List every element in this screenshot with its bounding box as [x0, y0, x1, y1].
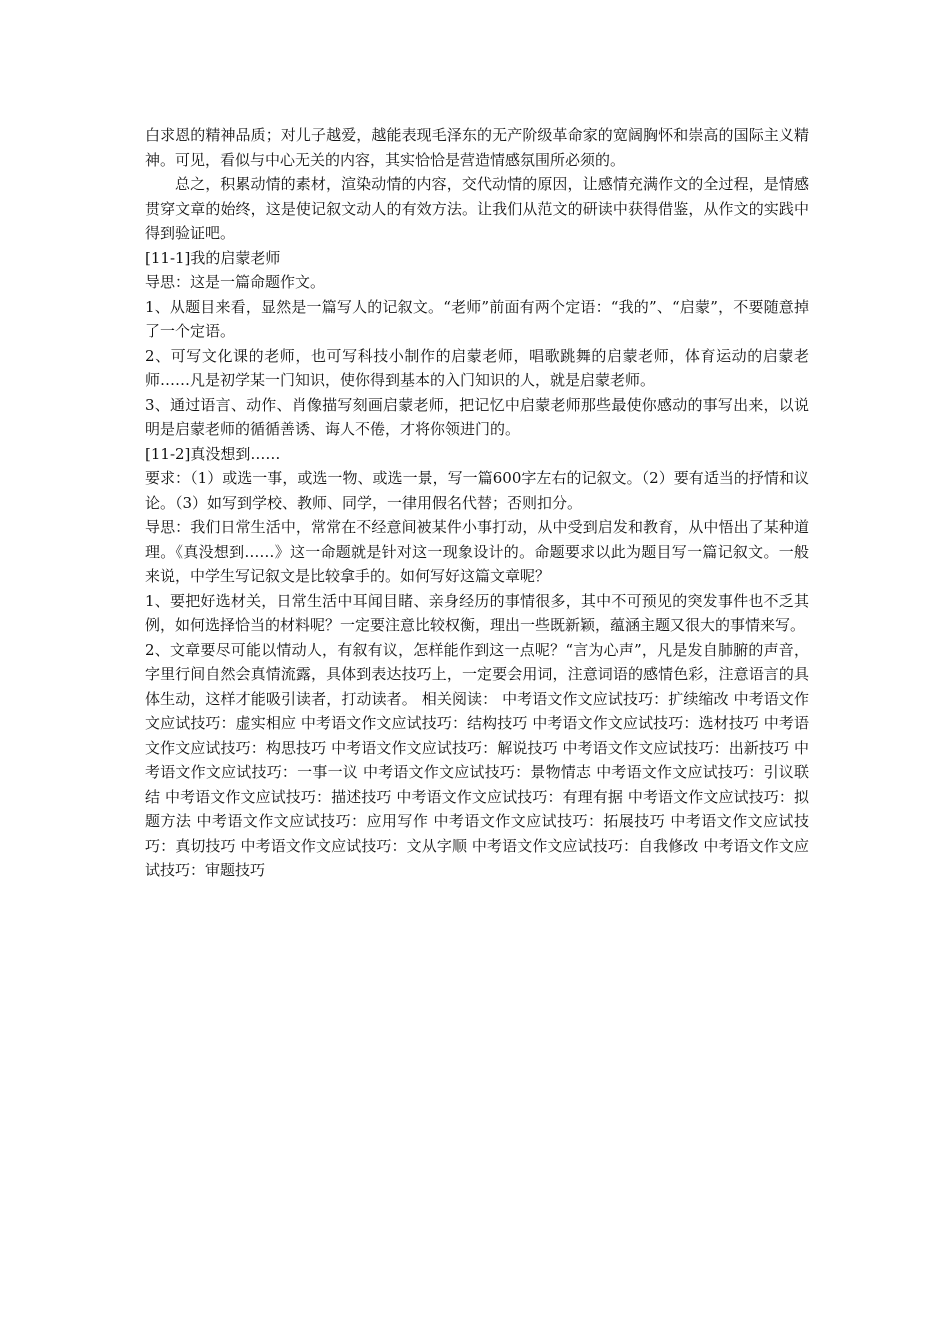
paragraph-point-1b: 1、要把好选材关，日常生活中耳闻目睹、亲身经历的事情很多，其中不可预见的突发事件也不乏其例，如何选择恰当的材料呢？一定要注意比较权衡，理出一些既新颖，蕴涵主题又很大的事情来写。 — [145, 591, 809, 634]
paragraph-summary: 总之，积累动情的素材，渲染动情的内容，交代动情的原因，让感情充满作文的全过程，是情感贯穿文章的始终，这是使记叙文动人的有效方法。让我们从范文的研读中获得借鉴，从作文的实践中得到验证吧。 — [145, 175, 809, 242]
paragraph-point-3: 3、通过语言、动作、肖像描写刻画启蒙老师，把记忆中启蒙老师那些最使你感动的事写出来，以说明是启蒙老师的循循善诱、诲人不倦，才将你领进门的。 — [145, 395, 809, 438]
paragraph-point-2: 2、可写文化课的老师，也可写科技小制作的启蒙老师，唱歌跳舞的启蒙老师，体育运动的启蒙老师……凡是初学某一门知识，使你得到基本的入门知识的人，就是启蒙老师。 — [145, 346, 809, 389]
paragraph-requirements: 要求：（1）或选一事，或选一物、或选一景，写一篇600字左右的记叙文。（2）要有适当的抒情和议论。（3）如写到学校、教师、同学，一律用假名代替；否则扣分。 — [145, 469, 809, 512]
paragraph-point-1: 1、从题目来看，显然是一篇写人的记叙文。“老师”前面有两个定语：“我的”、“启蒙”，不要随意掉了一个定语。 — [145, 297, 809, 340]
paragraph-guide-11-1: 导思：这是一篇命题作文。 — [145, 273, 326, 291]
heading-11-1: [11-1]我的启蒙老师 — [145, 248, 281, 267]
paragraph-continuation: 白求恩的精神品质；对儿子越爱，越能表现毛泽东的无产阶级革命家的宽阔胸怀和崇高的国际主义精神。可见，看似与中心无关的内容，其实恰恰是营造情感氛围所必须的。 — [145, 126, 809, 169]
document-body — [145, 123, 809, 883]
heading-11-2: [11-2]真没想到…… — [145, 444, 281, 463]
paragraph-point-2b: 2、文章要尽可能以情动人，有叙有议，怎样能作到这一点呢？“言为心声”，凡是发自肺腑的声音，字里行间自然会真情流露，具体到表达技巧上，一定要会用词，注意词语的感情色彩，注意语言的具体生动，这样才能吸引读者，打动读者。 相关阅读： 中考语文作文应试技巧：扩续缩改 中考语文作文应试技巧：虚实相应 中考语文作文应试技巧：结构技巧 中考语文作文应试技巧：选材技巧 中考语文作文应试技巧：构思技巧 中考语文作文应试技巧：解说技巧 中考语文作文应试技巧：出新技巧 中考语文作文应试技巧：一事一议 中考语文作文应试技巧：景物情志 中考语文作文应试技巧：引议联结 中考语文作文应试技巧：描述技巧 中考语文作文应试技巧：有理有据 中考语文作文应试技巧：拟题方法 中考语文作文应试技巧：应用写作 中考语文作文应试技巧：拓展技巧 中考语文作文应试技巧：真切技巧 中考语文作文应试技巧：文从字顺 中考语文作文应试技巧：自我修改 中考语文作文应试技巧：审题技巧 — [145, 640, 809, 879]
paragraph-guide-11-2: 导思：我们日常生活中，常常在不经意间被某件小事打动，从中受到启发和教育，从中悟出了某种道理。《真没想到……》这一命题就是针对这一现象设计的。命题要求以此为题目写一篇记叙文。一般来说，中学生写记叙文是比较拿手的。如何写好这篇文章呢？ — [145, 518, 809, 585]
